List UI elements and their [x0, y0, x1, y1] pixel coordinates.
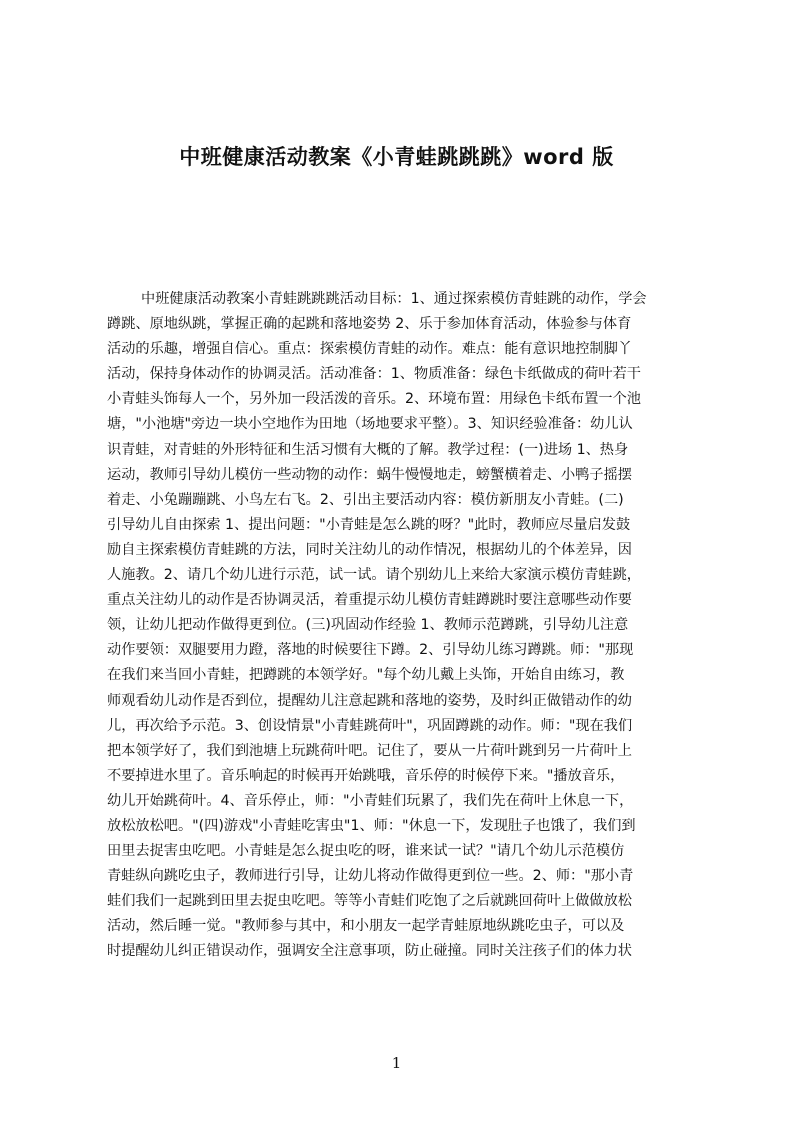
- body-text-line: 田里去捉害虫吃吧。小青蛙是怎么捉虫吃的呀，谁来试一试？"请几个幼儿示范模仿: [107, 843, 625, 860]
- body-text-line: 着走、小兔蹦蹦跳、小鸟左右飞。2、引出主要活动内容：模仿新朋友小青蛙。(二): [107, 491, 624, 508]
- body-text-line: 领，让幼儿把动作做得更到位。(三)巩固动作经验 1、教师示范蹲跳，引导幼儿注意: [107, 617, 629, 634]
- body-text-line: 蛙们我们一起跳到田里去捉虫吃吧。等等小青蛙们吃饱了之后就跳回荷叶上做做放松: [107, 893, 632, 910]
- body-text-line: 活动，保持身体动作的协调灵活。活动准备：1、物质准备：绿色卡纸做成的荷叶若干: [107, 366, 641, 383]
- body-text-line: 中班健康活动教案小青蛙跳跳跳活动目标：1、通过探索模仿青蛙跳的动作，学会: [141, 291, 647, 307]
- body-text-line: 识青蛙，对青蛙的外形特征和生活习惯有大概的了解。教学过程：(一)进场 1、热身: [107, 441, 629, 458]
- body-text-line: 引导幼儿自由探索 1、提出问题："小青蛙是怎么跳的呀？"此时，教师应尽量启发鼓: [107, 516, 631, 533]
- body-text-line: 师观看幼儿动作是否到位，提醒幼儿注意起跳和落地的姿势，及时纠正做错动作的幼: [107, 692, 632, 709]
- document-body: [107, 287, 696, 1047]
- body-text-line: 活动，然后睡一觉。"教师参与其中，和小朋友一起学青蛙原地纵跳吃虫子，可以及: [107, 918, 625, 935]
- body-text-line: 幼儿开始跳荷叶。4、音乐停止，师："小青蛙们玩累了，我们先在荷叶上休息一下，: [107, 792, 634, 809]
- body-text-line: 励自主探索模仿青蛙跳的方法，同时关注幼儿的动作情况，根据幼儿的个体差异，因: [107, 541, 632, 558]
- body-text-line: 蹲跳、原地纵跳，掌握正确的起跳和落地姿势 2、乐于参加体育活动，体验参与体育: [107, 316, 632, 333]
- body-text-line: 塘，"小池塘"旁边一块小空地作为田地（场地要求平整）。3、知识经验准备：幼儿认: [107, 416, 633, 433]
- page-number: 1: [391, 1054, 402, 1072]
- body-text-line: 人施教。2、请几个幼儿进行示范，试一试。请个别幼儿上来给大家演示模仿青蛙跳，: [107, 567, 641, 584]
- body-text-line: 活动的乐趣，增强自信心。重点：探索模仿青蛙的动作。难点：能有意识地控制脚丫: [107, 341, 632, 358]
- body-text-line: 放松放松吧。"(四)游戏"小青蛙吃害虫"1、师："休息一下，发现肚子也饿了，我们到: [107, 817, 636, 834]
- body-text-line: 时提醒幼儿纠正错误动作，强调安全注意事项，防止碰撞。同时关注孩子们的体力状: [107, 943, 632, 960]
- body-text-line: 儿，再次给予示范。3、创设情景"小青蛙跳荷叶"，巩固蹲跳的动作。师："现在我们: [107, 717, 633, 734]
- body-text-line: 重点关注幼儿的动作是否协调灵活，着重提示幼儿模仿青蛙蹲跳时要注意哪些动作要: [107, 592, 632, 609]
- body-text-line: 在我们来当回小青蛙，把蹲跳的本领学好。"每个幼儿戴上头饰，开始自由练习，教: [107, 667, 625, 684]
- body-text-line: 运动，教师引导幼儿模仿一些动物的动作：蜗牛慢慢地走，螃蟹横着走、小鸭子摇摆: [107, 466, 632, 483]
- body-text-line: 青蛙纵向跳吃虫子，教师进行引导，让幼儿将动作做得更到位一些。2、师："那小青: [107, 868, 634, 885]
- body-text-line: 小青蛙头饰每人一个，另外加一段活泼的音乐。2、环境布置：用绿色卡纸布置一个池: [107, 391, 641, 408]
- document-title: 中班健康活动教案《小青蛙跳跳跳》word 版: [179, 145, 614, 169]
- body-text-line: 把本领学好了，我们到池塘上玩跳荷叶吧。记住了，要从一片荷叶跳到另一片荷叶上: [107, 742, 632, 759]
- body-text-line: 动作要领：双腿要用力蹬，落地的时候要往下蹲。2、引导幼儿练习蹲跳。师："那现: [107, 642, 634, 659]
- body-text-line: 不要掉进水里了。音乐响起的时候再开始跳哦，音乐停的时候停下来。"播放音乐，: [107, 767, 625, 784]
